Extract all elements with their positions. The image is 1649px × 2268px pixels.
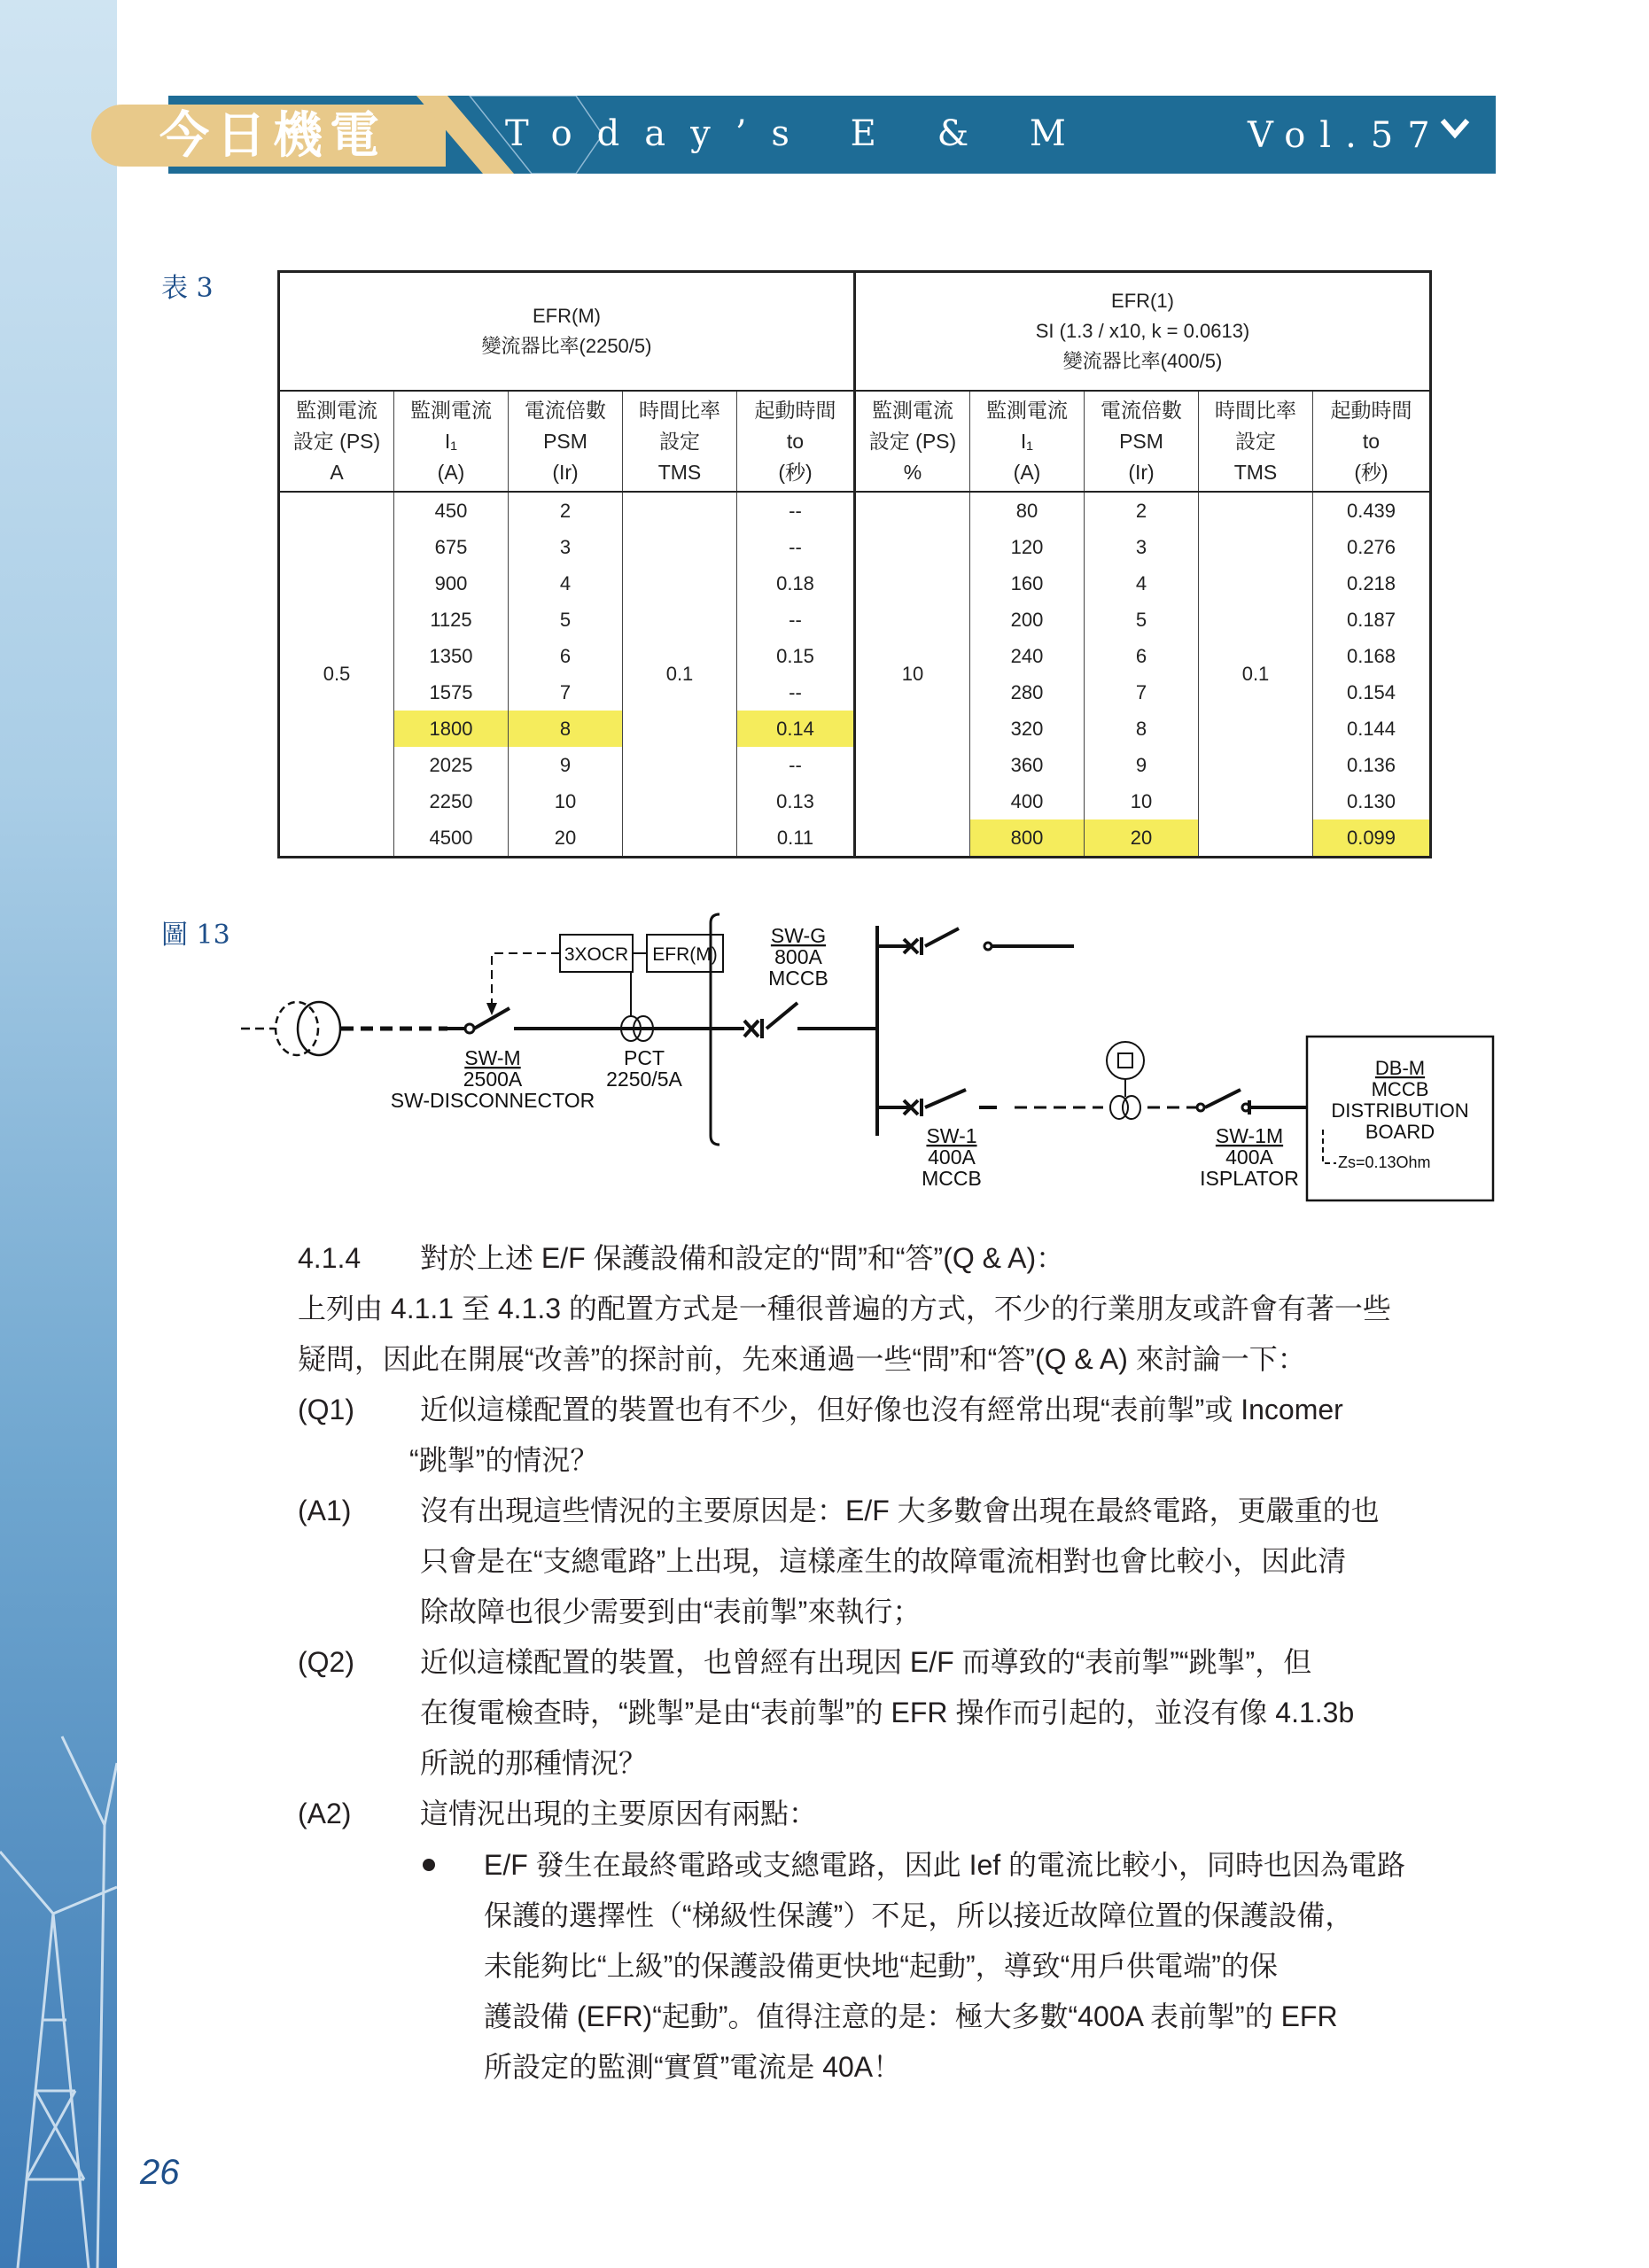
q2-label: (Q2) [298,1646,354,1678]
table-cell: -- [737,602,855,638]
paragraph-line: 除故障也很少需要到由“表前掣”來執行； [420,1596,922,1627]
table-cell: 0.187 [1313,602,1431,638]
table-cell: 20 [1085,819,1199,858]
svg-text:DISTRIBUTION: DISTRIBUTION [1331,1099,1469,1122]
svg-text:SW-DISCONNECTOR: SW-DISCONNECTOR [390,1089,595,1112]
paragraph-line: 近似這樣配置的裝置也有不少，但好像也沒有經常出現“表前掣”或 Incomer [420,1394,1343,1425]
table-cell: 360 [970,747,1085,783]
col-header: 電流倍數 PSM (Ir) [509,391,623,492]
svg-text:2250/5A: 2250/5A [606,1068,682,1091]
bullet-icon [423,1859,435,1871]
col-header: 時間比率 設定 TMS [623,391,737,492]
page-number: 26 [140,2153,180,2192]
efr-m-header: EFR(M) 變流器比率(2250/5) [279,272,855,392]
table-cell: 2025 [394,747,509,783]
paragraph-line: 保護的選擇性（“梯級性保護”）不足，所以接近故障位置的保護設備， [484,1899,1354,1931]
table-cell: 4 [1085,565,1199,602]
table-cell: 200 [970,602,1085,638]
efr-1-header: EFR(1) SI (1.3 / x10, k = 0.0613) 變流器比率(400/5) [855,272,1431,392]
svg-text:3XOCR: 3XOCR [564,944,629,965]
section-heading: 對於上述 E/F 保護設備和設定的“問”和“答”(Q & A)： [420,1242,1065,1274]
table-cell: 10 [509,783,623,819]
table-cell: 4 [509,565,623,602]
table-cell: 20 [509,819,623,858]
paragraph-line: 近似這樣配置的裝置，也曾經有出現因 E/F 而導致的“表前掣”“跳掣”，但 [420,1646,1312,1678]
col-header: 起動時間 to (秒) [1313,391,1431,492]
table-cell: -- [737,492,855,529]
col-header: 監測電流 設定 (PS) A [279,391,394,492]
table-cell: 1800 [394,711,509,747]
paragraph-line: 上列由 4.1.1 至 4.1.3 的配置方式是一種很普遍的方式，不少的行業朋友或許會有著一些 [298,1293,1391,1324]
table-cell: 0.168 [1313,638,1431,674]
svg-text:MCCB: MCCB [922,1167,982,1190]
table-cell: -- [737,747,855,783]
table-cell: 450 [394,492,509,529]
col-header: 監測電流 設定 (PS) % [855,391,970,492]
svg-text:MCCB: MCCB [1371,1078,1429,1100]
table-cell: 0.15 [737,638,855,674]
table-row [279,492,1431,529]
a1-label: (A1) [298,1495,352,1526]
q1-label: (Q1) [298,1394,354,1425]
table-cell: 0.13 [737,783,855,819]
table-cell: 80 [970,492,1085,529]
table-cell: 0.130 [1313,783,1431,819]
svg-text:Zs=0.13Ohm: Zs=0.13Ohm [1338,1153,1431,1171]
meter-icon [1107,1042,1144,1119]
sw-g-breaker-icon [744,1003,877,1038]
col-header: 監測電流 I₁ (A) [394,391,509,492]
svg-text:2500A: 2500A [463,1068,523,1091]
table-caption: 表 3 [161,273,214,304]
svg-text:EFR(M): EFR(M) [652,944,718,965]
table-cell: 4500 [394,819,509,858]
table-cell: 400 [970,783,1085,819]
svg-text:400A: 400A [1225,1146,1273,1169]
paragraph-line: 沒有出現這些情況的主要原因是：E/F 大多數會出現在最終電路，更嚴重的也 [420,1495,1380,1526]
a2-label: (A2) [298,1798,352,1829]
trip-signal-line [492,953,560,1010]
svg-text:DB-M: DB-M [1374,1057,1426,1079]
table-cell: 2250 [394,783,509,819]
table-cell: 2 [1085,492,1199,529]
table-cell: 0.1 [1199,492,1313,858]
table-cell: 6 [509,638,623,674]
table-cell: 0.099 [1313,819,1431,858]
table-cell: 10 [855,492,970,858]
table-cell: 320 [970,711,1085,747]
table-cell: 9 [509,747,623,783]
svg-text:800A: 800A [774,945,822,968]
section-number: 4.1.4 [298,1242,362,1274]
col-header: 起動時間 to (秒) [737,391,855,492]
table-cell: 3 [509,529,623,565]
figure-caption: 圖 13 [161,920,230,951]
volume-label: Vol.57 [1248,115,1444,156]
table-cell: 0.1 [623,492,737,858]
col-header: 監測電流 I₁ (A) [970,391,1085,492]
table-cell: 0.218 [1313,565,1431,602]
efr-settings-table [277,270,1432,858]
paragraph-line: 未能夠比“上級”的保護設備更快地“起動”，導致“用戶供電端”的保 [484,1950,1278,1982]
table-cell: 0.14 [737,711,855,747]
pct-ct-icon [621,972,653,1041]
current-transformer-icon [241,1002,340,1055]
table-cell: 10 [1085,783,1199,819]
sw-1-label: SW-1 [926,1124,977,1147]
paragraph-line: “跳掣”的情況？ [409,1444,599,1476]
paragraph-line: E/F 發生在最終電路或支總電路，因此 Ief 的電流比較小，同時也因為電路 [484,1849,1406,1881]
paragraph-line: 疑問，因此在開展“改善”的探討前，先來通過一些“問”和“答”(Q & A) 來討論一下： [298,1343,1306,1375]
relay-3xocr [560,935,633,972]
table-cell: 8 [1085,711,1199,747]
table-cell: 2 [509,492,623,529]
table-cell: 0.439 [1313,492,1431,529]
svg-text:400A: 400A [928,1146,976,1169]
magazine-title: 今日機電 [159,107,386,165]
svg-text:MCCB: MCCB [768,967,828,990]
table-cell: 5 [509,602,623,638]
table-cell: 3 [1085,529,1199,565]
chevron-down-icon [1439,115,1471,142]
table-cell: 1575 [394,674,509,711]
col-header: 電流倍數 PSM (Ir) [1085,391,1199,492]
table-cell: 240 [970,638,1085,674]
svg-text:BOARD: BOARD [1365,1121,1435,1143]
paragraph-line: 所説的那種情況？ [420,1747,648,1779]
table-cell: 0.11 [737,819,855,858]
sw-1m-label: SW-1M [1215,1124,1284,1147]
paragraph-line: 所設定的監測“實質”電流是 40A！ [484,2051,902,2083]
table-cell: 800 [970,819,1085,858]
table-cell: 120 [970,529,1085,565]
table-cell: 675 [394,529,509,565]
table-cell: -- [737,674,855,711]
table-cell: -- [737,529,855,565]
wind-turbine-icon [0,1471,117,2268]
paragraph-line: 在復電檢查時，“跳掣”是由“表前掣”的 EFR 操作而引起的，並沒有像 4.1.3b [420,1697,1355,1728]
sw-1m-isolator-icon [1197,1090,1307,1115]
magazine-subtitle: Today’s E & M [505,113,1091,154]
table-cell: 0.276 [1313,529,1431,565]
table-cell: 6 [1085,638,1199,674]
table-cell: 8 [509,711,623,747]
paragraph-line: 只會是在“支總電路”上出現，這樣產生的故障電流相對也會比較小，因此清 [420,1545,1347,1577]
table-cell: 0.144 [1313,711,1431,747]
sw-m-label: SW-M [464,1046,521,1069]
table-cell: 160 [970,565,1085,602]
single-line-diagram [230,904,1506,1209]
paragraph-line: 護設備 (EFR)“起動”。值得注意的是：極大多數“400A 表前掣”的 EFR [484,2000,1338,2032]
sw-g-label: SW-G [770,924,827,947]
table-cell: 280 [970,674,1085,711]
table-cell: 1350 [394,638,509,674]
side-decoration-strip [0,0,117,2268]
table-cell: 9 [1085,747,1199,783]
table-cell: 1125 [394,602,509,638]
table-cell: 0.18 [737,565,855,602]
table-cell: 7 [1085,674,1199,711]
col-header: 時間比率 設定 TMS [1199,391,1313,492]
paragraph-line: 這情況出現的主要原因有兩點： [420,1798,818,1829]
table-cell: 0.154 [1313,674,1431,711]
sw-1-breaker-icon [877,1090,1103,1116]
db-m-distribution-board [1307,1037,1493,1200]
svg-text:ISPLATOR: ISPLATOR [1200,1167,1299,1190]
table-cell: 5 [1085,602,1199,638]
upper-feeder-breaker-icon [877,928,1074,955]
table-cell: 0.136 [1313,747,1431,783]
table-cell: 0.5 [279,492,394,858]
table-cell: 900 [394,565,509,602]
table-cell: 7 [509,674,623,711]
pct-label: PCT [624,1046,665,1069]
